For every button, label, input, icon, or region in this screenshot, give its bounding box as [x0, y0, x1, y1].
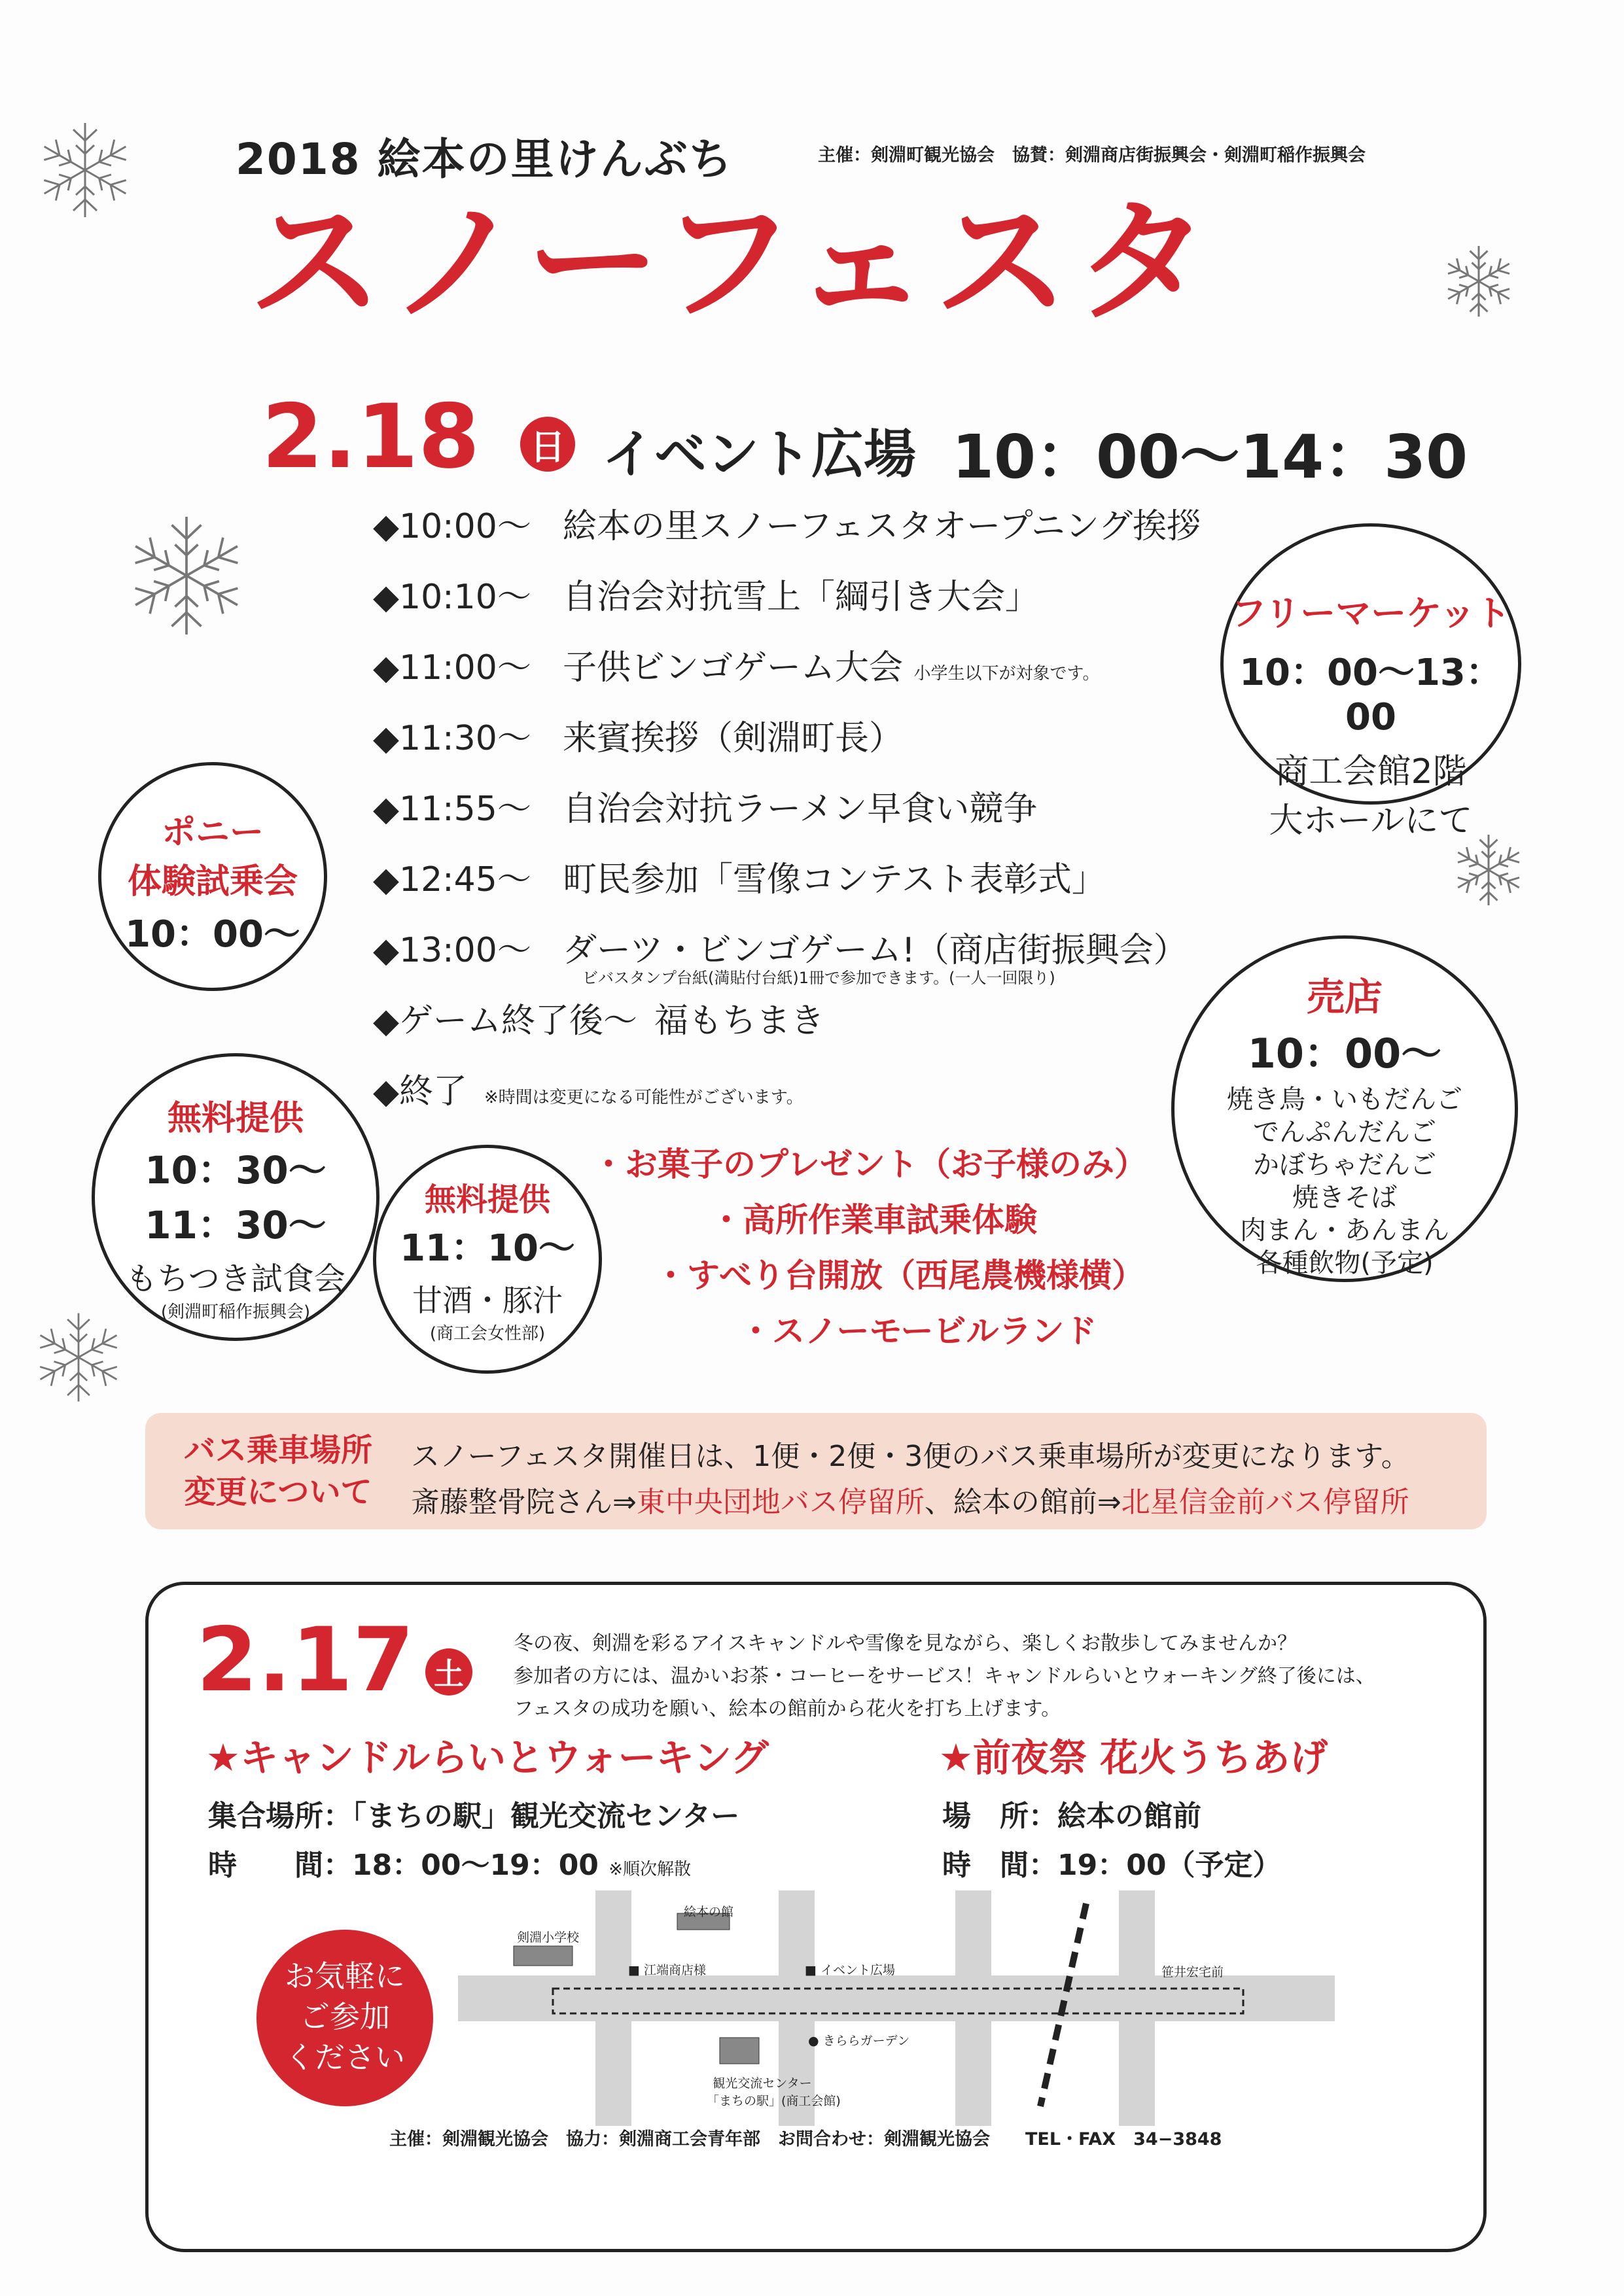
- free-title: 無料提供: [167, 1099, 304, 1138]
- map-label: ■ 江端商店様: [628, 1963, 707, 1977]
- flea-market-title: フリーマーケット: [1231, 593, 1511, 634]
- walk-time: 時 間：18：00〜19：00 ※順次解散: [208, 1849, 692, 1882]
- shop-items: [1174, 1083, 1515, 1279]
- event-time: 10：00〜14：30: [952, 422, 1468, 492]
- flea-market-place: 商工会館2階: [1275, 752, 1467, 791]
- schedule-note: ビバスタンプ台紙(満貼付台紙)1冊で参加できます。(一人一回限り): [582, 969, 1055, 987]
- year-line: 2018 絵本の里けんぶち: [236, 134, 733, 184]
- perk-item: ・スノーモービルランド: [739, 1312, 1097, 1350]
- shop-item: 焼き鳥・いもだんご: [1227, 1085, 1462, 1115]
- schedule-item: ◆終了 ※時間は変更になる可能性がございます。: [373, 1072, 803, 1111]
- event-date: 2.18: [262, 385, 480, 488]
- footer-credits: 主催：剣淵観光協会 協力：剣淵商工会青年部 お問合わせ：剣淵観光協会 TEL・FAX 34−3848: [389, 2129, 1222, 2149]
- schedule-item: ◆ゲーム終了後〜 福もちまき: [373, 1001, 825, 1041]
- shop-item: 各種飲物(予定): [1256, 1248, 1434, 1278]
- perk-item: ・すべり台開放（西尾農機様横）: [654, 1257, 1144, 1295]
- snowflake-icon: [1439, 242, 1518, 321]
- schedule-item: ◆11:30〜 来賓挨拶（剣淵町長）: [373, 719, 904, 758]
- schedule-item: ◆10:00〜 絵本の里スノーフェスタオープニング挨拶: [373, 507, 1201, 546]
- map-label: 観光交流センター 「まちの駅」(商工会館): [707, 2076, 841, 2108]
- page-title: スノーフェスタ: [249, 185, 1216, 341]
- bus-notice-text: スノーフェスタ開催日は、1便・2便・3便のバス乗車場所が変更になります。: [411, 1440, 1410, 1473]
- fireworks-title: ★前夜祭 花火うちあげ: [939, 1735, 1328, 1780]
- map-label: 笹井宏宅前: [1161, 1965, 1224, 1979]
- map-label: 絵本の館: [684, 1905, 734, 1919]
- eve-date: 2.17: [196, 1609, 415, 1711]
- free-mochi-circle: [92, 1053, 380, 1341]
- eve-day-badge: 土: [425, 1648, 472, 1696]
- fireworks-time: 時 間：19：00（予定）: [942, 1849, 1282, 1882]
- flea-market-circle: [1220, 523, 1521, 841]
- sponsors: 主催：剣淵町観光協会 協賛：剣淵商店街振興会・剣淵町稲作振興会: [818, 145, 1366, 165]
- snowflake-icon: [33, 118, 137, 222]
- bus-notice-label: [167, 1429, 389, 1513]
- shop-circle: [1171, 935, 1518, 1282]
- eve-intro: 冬の夜、剣淵を彩るアイスキャンドルや雪像を見ながら、楽しくお散歩してみませんか？: [514, 1632, 1297, 1655]
- pony-circle: [98, 762, 327, 991]
- perk-item: ・高所作業車試乗体験: [710, 1201, 1037, 1239]
- route-map: [458, 1890, 1335, 2126]
- fireworks-place: 場 所：絵本の館前: [942, 1800, 1201, 1833]
- invite-badge: [256, 1930, 433, 2106]
- schedule-item: ◆12:45〜 町民参加「雪像コンテスト表彰式」: [373, 860, 1106, 899]
- bus-label-line: 変更について: [184, 1474, 372, 1510]
- free-by: (剣淵町稲作振興会): [160, 1302, 311, 1322]
- snowflake-icon: [1449, 831, 1528, 909]
- free-time: 11：30〜: [145, 1203, 327, 1247]
- flea-market-time: 10：00〜13：00: [1239, 652, 1502, 739]
- free-by: (商工会女性部): [429, 1324, 546, 1344]
- pony-time: 10：00〜: [125, 913, 300, 956]
- shop-item: かぼちゃだんご: [1253, 1150, 1436, 1180]
- perk-item: ・お菓子のプレゼント（お子様のみ）: [592, 1145, 1147, 1183]
- invite-line: ご参加: [300, 1999, 390, 2034]
- free-title: 無料提供: [424, 1181, 550, 1218]
- bus-notice-text: 斎藤整骨院さん⇒東中央団地バス停留所、絵本の館前⇒北星信金前バス停留所: [411, 1486, 1409, 1519]
- invite-line: ください: [285, 2040, 405, 2075]
- snowflake-icon: [121, 510, 252, 641]
- free-item: もちつき試食会: [126, 1261, 345, 1297]
- walk-place: 集合場所：「まちの駅」観光交流センター: [208, 1800, 740, 1833]
- event-venue: イベント広場: [602, 424, 916, 485]
- schedule-item: ◆11:55〜 自治会対抗ラーメン早食い競争: [373, 790, 1038, 829]
- invite-line: お気軽に: [285, 1958, 405, 1994]
- map-label: ■ イベント広場: [805, 1963, 896, 1977]
- free-time: 10：30〜: [145, 1148, 327, 1192]
- schedule-item: ◆11:00〜 子供ビンゴゲーム大会 小学生以下が対象です。: [373, 648, 1100, 687]
- snowflake-icon: [29, 1308, 128, 1406]
- shop-item: 焼きそば: [1292, 1183, 1397, 1213]
- shop-item: 肉まん・あんまん: [1240, 1215, 1449, 1245]
- walk-title: ★キャンドルらいとウォーキング: [206, 1735, 769, 1780]
- pony-title: ポニー: [161, 813, 264, 852]
- day-badge: 日: [520, 417, 575, 472]
- eve-intro: 参加者の方には、温かいお茶・コーヒーをサービス！キャンドルらいとウォーキング終了後には、: [514, 1665, 1375, 1688]
- pony-title: 体験試乗会: [127, 862, 298, 901]
- map-label: 剣淵小学校: [517, 1930, 580, 1945]
- flea-market-place: 大ホールにて: [1269, 801, 1473, 841]
- schedule-item: ◆13:00〜 ダーツ・ビンゴゲーム!（商店街振興会）: [373, 931, 1188, 970]
- eve-intro: フェスタの成功を願い、絵本の館前から花火を打ち上げます。: [514, 1697, 1061, 1720]
- free-amazake-circle: [373, 1145, 602, 1374]
- shop-title: 売店: [1306, 975, 1383, 1019]
- free-item: 甘酒・豚汁: [412, 1283, 563, 1318]
- bus-label-line: バス乗車場所: [183, 1432, 372, 1469]
- free-time: 11：10〜: [400, 1227, 575, 1270]
- schedule-item: ◆10:10〜 自治会対抗雪上「綱引き大会」: [373, 578, 1040, 617]
- map-label: ● きららガーデン: [808, 2034, 910, 2048]
- shop-time: 10：00〜: [1247, 1030, 1442, 1077]
- shop-item: でんぷんだんご: [1253, 1117, 1436, 1147]
